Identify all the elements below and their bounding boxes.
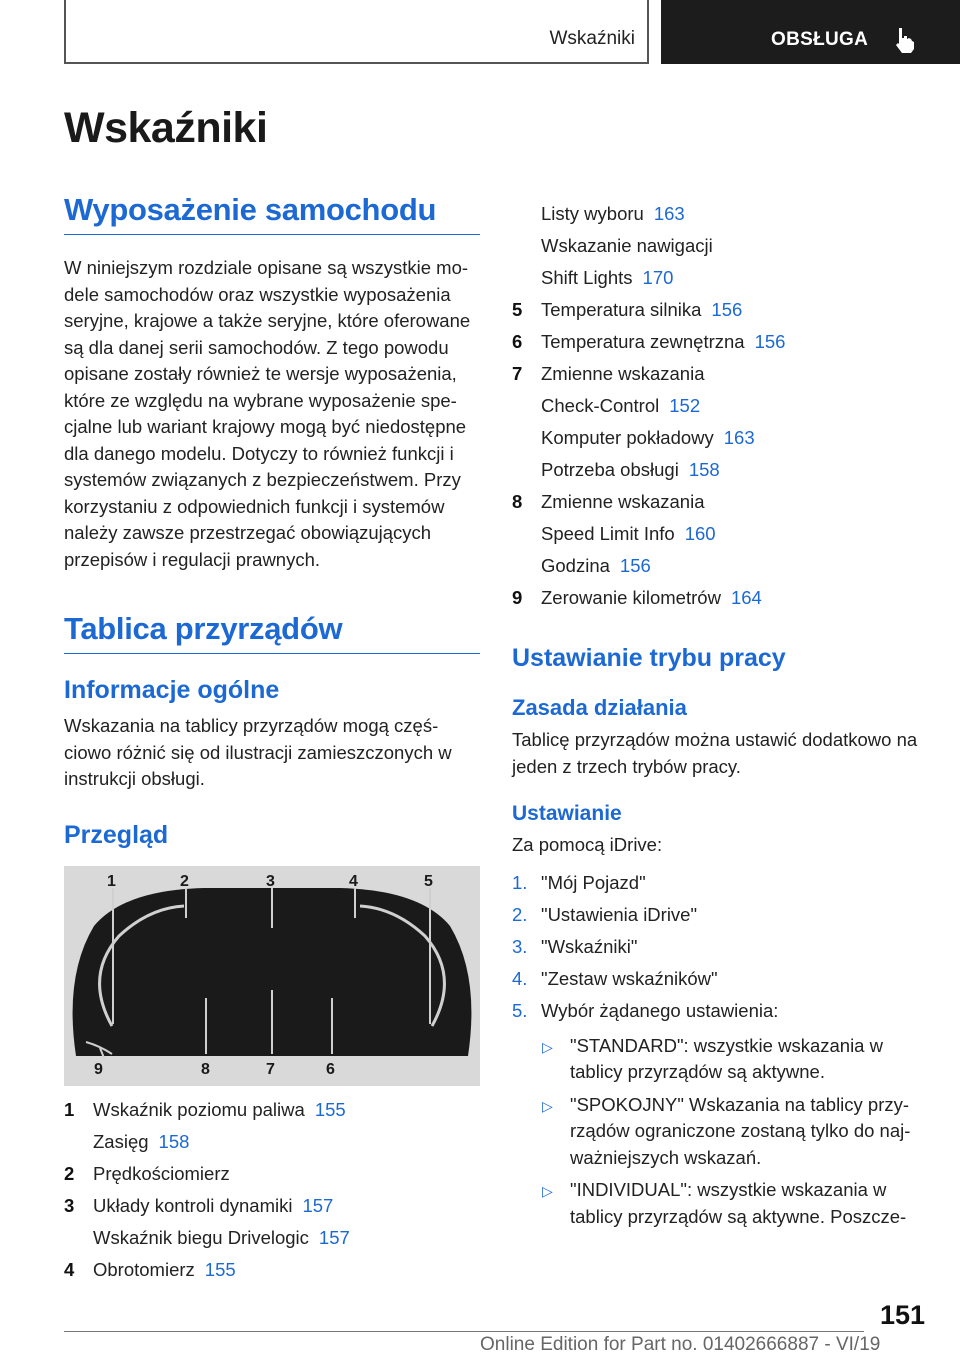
footer-divider: [64, 1331, 864, 1332]
item-text: Komputer pokładowy: [541, 427, 714, 448]
step-number: 5.: [512, 999, 528, 1021]
item-text: Prędkościomierz: [93, 1162, 230, 1184]
list-item: [512, 390, 928, 422]
pointing-hand-icon: [893, 26, 917, 54]
left-column: [64, 192, 480, 1286]
list-item: [512, 294, 928, 326]
mode-option-item: [541, 1092, 928, 1172]
item-text: Obrotomierz: [93, 1258, 195, 1280]
page-reference-link[interactable]: 163: [723, 427, 755, 448]
step-text: "Ustawienia iDrive": [541, 903, 698, 925]
list-item: [64, 1126, 480, 1158]
item-text: Shift Lights: [541, 267, 633, 288]
step-number: 3.: [512, 935, 528, 957]
callout-label: 6: [326, 1060, 335, 1078]
subsection-title-general: Informacje ogólne: [64, 676, 280, 704]
item-text: Speed Limit Info: [541, 523, 675, 544]
right-column: [512, 198, 928, 1230]
step-text: Wybór żądanego ustawienia:: [541, 999, 779, 1021]
step-item: [512, 867, 928, 899]
instrument-cluster-illustration: [64, 866, 480, 1086]
triangle-bullet-icon: ▷: [542, 1183, 553, 1199]
page-reference-link[interactable]: 155: [204, 1258, 236, 1280]
item-text: Temperatura zewnętrzna: [541, 331, 745, 352]
list-item: [64, 1158, 480, 1190]
section-title-equipment: Wyposażenie samochodu: [64, 192, 480, 235]
callout-label: 1: [107, 872, 116, 890]
cluster-legend-list-right: [512, 198, 928, 614]
chapter-title: Wskaźniki: [64, 104, 268, 152]
item-text: Zmienne wskazania: [541, 363, 705, 384]
callout-label: 8: [201, 1060, 210, 1078]
step-text: "Mój Pojazd": [541, 871, 646, 893]
page-reference-link[interactable]: 164: [730, 587, 762, 608]
item-text: Układy kontroli dynamiki: [93, 1194, 293, 1216]
list-item: [512, 582, 928, 614]
subsection-title-setting: Ustawianie: [512, 802, 622, 825]
callout-label: 9: [94, 1060, 103, 1078]
item-text: Temperatura silnika: [541, 299, 702, 320]
item-text: Wskazanie nawigacji: [541, 235, 713, 256]
item-number: 2: [64, 1162, 75, 1184]
mode-option-text: "STANDARD": wszystkie wskazania w tablicy przyrządów są aktywne.: [570, 1034, 883, 1082]
item-number: 7: [512, 363, 523, 384]
list-item: [512, 550, 928, 582]
list-item: [64, 1094, 480, 1126]
list-item: [512, 198, 928, 230]
triangle-bullet-icon: ▷: [542, 1097, 553, 1114]
item-number: 4: [64, 1258, 75, 1280]
item-text: Wskaźnik poziomu paliwa: [93, 1098, 305, 1120]
page-reference-link[interactable]: 156: [711, 299, 743, 320]
step-text: "Zestaw wskaźników": [541, 967, 718, 989]
list-item: [512, 454, 928, 486]
step-item: [512, 995, 928, 1027]
item-text: Zmienne wskazania: [541, 491, 705, 512]
page-reference-link[interactable]: 158: [158, 1130, 190, 1152]
item-text: Godzina: [541, 555, 610, 576]
item-number: 9: [512, 587, 523, 608]
step-number: 1.: [512, 871, 528, 893]
step-text: "Wskaźniki": [541, 935, 638, 957]
subsection-title-principle: Zasada działania: [512, 695, 687, 720]
mode-options-list: [541, 1033, 928, 1231]
item-text: Check-Control: [541, 395, 660, 416]
list-item: [512, 230, 928, 262]
page-reference-link[interactable]: 156: [619, 555, 651, 576]
item-number: 5: [512, 299, 523, 320]
list-item: [512, 518, 928, 550]
callout-label: 5: [424, 872, 433, 890]
setting-intro: Za pomocą iDrive:: [512, 834, 663, 855]
page-reference-link[interactable]: 157: [318, 1226, 350, 1248]
section-title-instrument-cluster: Tablica przyrządów: [64, 611, 480, 654]
mode-option-text: "SPOKOJNY" Wskazania na tablicy przy-rządów ograniczone zostaną tylko do naj-ważniejszych wskazań.: [570, 1093, 911, 1168]
item-text: Listy wyboru: [541, 203, 644, 224]
item-number: 6: [512, 331, 523, 352]
header-section-label: Wskaźniki: [549, 28, 635, 49]
mode-option-text: "INDIVIDUAL": wszystkie wskazania w tablicy przyrządów są aktywne. Poszcze-: [570, 1179, 907, 1227]
page-reference-link[interactable]: 157: [302, 1194, 334, 1216]
item-text: Wskaźnik biegu Drivelogic: [93, 1226, 309, 1248]
item-number: 1: [64, 1098, 75, 1120]
list-item: [512, 422, 928, 454]
step-number: 4.: [512, 967, 528, 989]
list-item: [64, 1222, 480, 1254]
page-reference-link[interactable]: 163: [653, 203, 685, 224]
item-number: 8: [512, 491, 523, 512]
list-item: [512, 326, 928, 358]
section-title-operating-mode: Ustawianie trybu pracy: [512, 644, 786, 672]
callout-label: 7: [266, 1060, 275, 1078]
callout-label: 3: [266, 872, 275, 890]
step-item: [512, 931, 928, 963]
page-reference-link[interactable]: 155: [314, 1098, 346, 1120]
item-number: 3: [64, 1194, 75, 1216]
list-item: [512, 358, 928, 390]
equipment-paragraph: W niniejszym rozdziale opisane są wszystkie mo-dele samochodów oraz wszystkie wyposażenia seryjne, krajowe a także seryjne, które oferowane są dla danej serii samochodów. Z tego powodu opisane zostały również te wersje wyposażenia, które ze względu na wybrane wyposażenie spe-cjalne lub wariant krajowy mogą być niedostępne dla danego modelu. Dotyczy to również funkcji i systemów związanych z bezpieczeństwem. Przy korzystaniu z odpowiednich funkcji i systemów należy zawsze przestrzegać obowiązujących przepisów i regulacji prawnych.: [64, 257, 471, 570]
step-number: 2.: [512, 903, 528, 925]
callout-label: 2: [180, 872, 189, 890]
item-text: Zasięg: [93, 1130, 149, 1152]
page-reference-link[interactable]: 152: [669, 395, 701, 416]
list-item: [512, 486, 928, 518]
mode-option-item: [541, 1177, 928, 1230]
footer-edition-text: Online Edition for Part no. 01402666887 - VI/19: [480, 1334, 881, 1355]
principle-paragraph: Tablicę przyrządów można ustawić dodatkowo na jeden z trzech trybów pracy.: [512, 729, 918, 777]
header-section-tab: [64, 0, 649, 64]
callout-label: 4: [349, 872, 358, 890]
triangle-bullet-icon: ▷: [542, 1038, 553, 1055]
subsection-title-overview: Przegląd: [64, 820, 169, 849]
item-text: Potrzeba obsługi: [541, 459, 679, 480]
general-paragraph: Wskazania na tablicy przyrządów mogą częś-ciowo różnić się od ilustracji zamieszczonych w instrukcji obsługi.: [64, 715, 452, 789]
step-item: [512, 963, 928, 995]
list-item: [512, 262, 928, 294]
item-text: Zerowanie kilometrów: [541, 587, 721, 608]
page-reference-link[interactable]: 160: [684, 523, 716, 544]
list-item: [64, 1190, 480, 1222]
cluster-legend-list-left: [64, 1094, 480, 1286]
header-chapter-tab: [661, 0, 960, 64]
step-item: [512, 899, 928, 931]
mode-option-item: [541, 1033, 928, 1086]
header-chapter-label: OBSŁUGA: [771, 29, 869, 50]
page-reference-link[interactable]: 156: [754, 331, 786, 352]
instrument-cluster-drawing: [64, 866, 480, 1086]
page-reference-link[interactable]: 170: [642, 267, 674, 288]
list-item: [64, 1254, 480, 1286]
setting-steps-list: [512, 867, 928, 1027]
page-number: 151: [880, 1300, 926, 1330]
page-reference-link[interactable]: 158: [688, 459, 720, 480]
